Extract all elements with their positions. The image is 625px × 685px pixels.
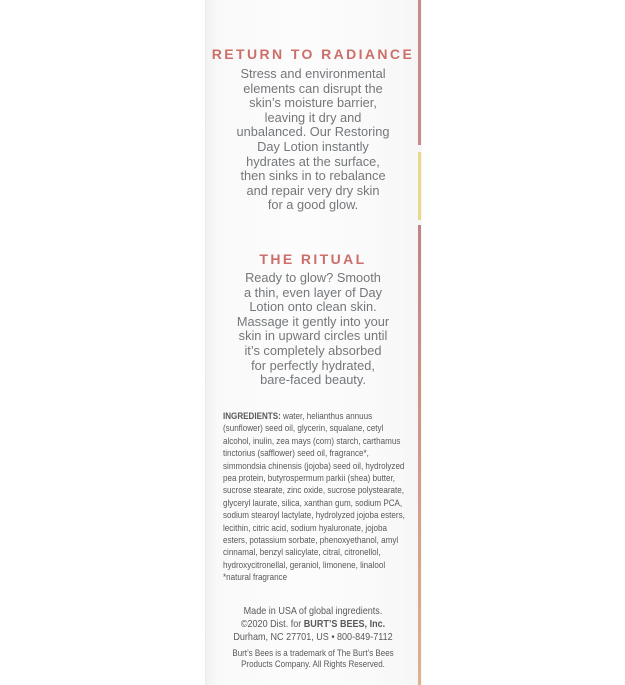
text-line: unbalanced. Our Restoring [236, 124, 390, 140]
text-line: cinnamal, benzyl salicylate, citral, citronellol, [223, 547, 381, 559]
ingredients-first-line-text: water, helianthus annuus [280, 411, 373, 422]
text-line: Stress and environmental [240, 66, 386, 81]
ingredients-label: INGREDIENTS: [223, 411, 281, 422]
ingredients-block [223, 411, 419, 585]
text-line: then sinks in to rebalance [240, 168, 386, 184]
text-line: Burt’s Bees is a trademark of The Burt’s Bees [232, 647, 394, 658]
distributor-line [219, 618, 407, 631]
text-line: hydrates at the surface, [246, 153, 380, 169]
footer-block [205, 605, 421, 670]
section-heading-the-ritual: THE RITUAL [259, 251, 367, 267]
radiance-paragraph [205, 67, 421, 213]
ingredients-list-lines [223, 423, 419, 584]
text-line: Products Company. All Rights Reserved. [241, 658, 385, 669]
text-line: and repair very dry skin [246, 182, 380, 198]
text-line: leaving it dry and [264, 109, 362, 125]
text-line: glyceryl laurate, silica, xanthan gum, sodium PCA, [223, 497, 403, 509]
text-line: Day Lotion instantly [257, 138, 369, 154]
text-line: skin’s moisture barrier, [249, 95, 377, 111]
text-line: Massage it gently into your [236, 313, 390, 329]
made-in-line: Made in USA of global ingredients. [243, 606, 383, 617]
text-line: Lotion onto clean skin. [249, 299, 377, 315]
text-line: tinctorius (safflower) seed oil, fragrance*, [223, 448, 369, 460]
text-line: elements can disrupt the [243, 80, 383, 96]
text-line: lecithin, citric acid, sodium hyaluronate, jojoba [223, 522, 387, 534]
text-line: for perfectly hydrated, [251, 357, 375, 373]
section-heading-return-to-radiance: RETURN TO RADIANCE [211, 46, 415, 62]
text-line: bare-faced beauty. [260, 372, 366, 388]
text-line: it’s completely absorbed [244, 342, 382, 358]
text-line: alcohol, inulin, zea mays (corn) starch, carthamus [223, 435, 401, 447]
text-line: esters, potassium sorbate, phenoxyethanol, amyl [223, 535, 399, 547]
ingredients-first-line [223, 411, 388, 423]
ritual-paragraph [205, 271, 421, 388]
text-line: for a good glow. [267, 197, 359, 213]
text-line: pea protein, butyrospermum parkii (shea) butter, [223, 473, 396, 485]
trademark-notice [205, 648, 421, 671]
text-line: skin in upward circles until [238, 328, 388, 344]
text-line: Ready to glow? Smooth [245, 270, 381, 285]
distributor-company: BURT’S BEES, Inc. [303, 619, 386, 631]
text-line: (sunflower) seed oil, glycerin, squalane, cetyl [223, 423, 384, 435]
text-line: hydroxycitronellal, geraniol, limonene, linalool [223, 559, 386, 571]
text-line: sodium stearoyl lactylate, hydrolyzed jojoba esters, [223, 510, 405, 522]
text-line: simmondsia chinensis (jojoba) seed oil, hydrolyzed [223, 460, 405, 472]
text-line: sucrose stearate, zinc oxide, sucrose polystearate, [223, 485, 404, 497]
address-phone-line: Durham, NC 27701, US • 800-849-7112 [233, 632, 393, 644]
text-line: *natural fragrance [223, 572, 288, 584]
distributor-prefix: ©2020 Dist. for [240, 619, 304, 631]
text-line: a thin, even layer of Day [244, 284, 382, 300]
